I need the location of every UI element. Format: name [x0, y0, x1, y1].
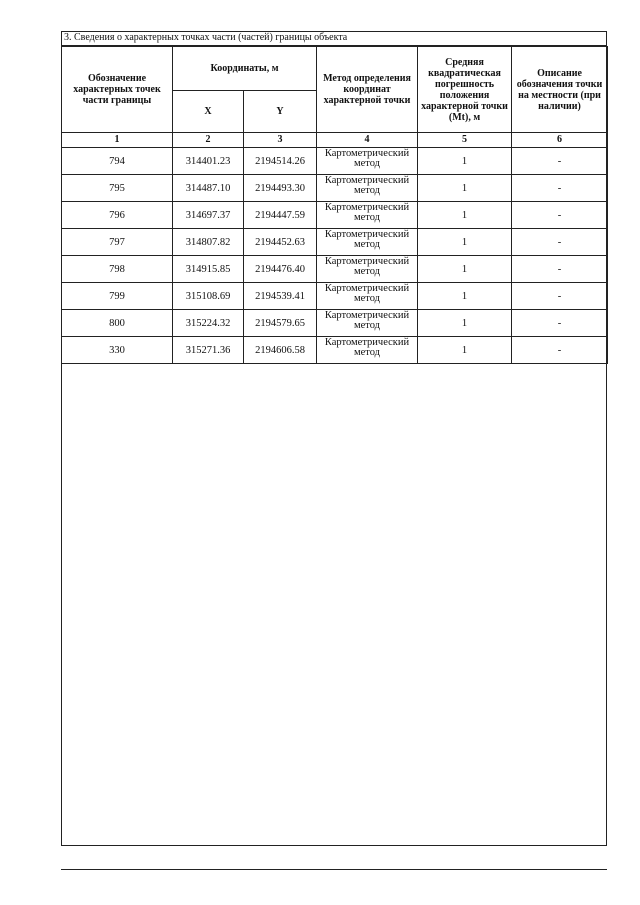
cell-x-coordinate: 315108.69 [173, 283, 244, 310]
cell-point-number: 796 [62, 202, 173, 229]
cell-y-coordinate: 2194447.59 [244, 202, 317, 229]
cell-description: - [512, 148, 608, 175]
cell-point-number: 795 [62, 175, 173, 202]
cell-method: Картометрический метод [317, 283, 418, 310]
table-row [62, 256, 608, 283]
cell-description: - [512, 256, 608, 283]
header-error: Средняя квадратическая погрешность положения характерной точки (Mt), м [418, 47, 512, 133]
bottom-rule [61, 869, 607, 870]
cell-y-coordinate: 2194493.30 [244, 175, 317, 202]
cell-method: Картометрический метод [317, 256, 418, 283]
cell-mt-error: 1 [418, 337, 512, 364]
cell-method: Картометрический метод [317, 148, 418, 175]
cell-point-number: 799 [62, 283, 173, 310]
cell-method: Картометрический метод [317, 175, 418, 202]
header-designation: Обозначение характерных точек части границы [62, 47, 173, 133]
column-number: 1 [62, 133, 173, 148]
table-body [62, 148, 608, 364]
cell-method: Картометрический метод [317, 229, 418, 256]
section-title: 3. Сведения о характерных точках части (частей) границы объекта [61, 31, 607, 46]
cell-point-number: 798 [62, 256, 173, 283]
cell-description: - [512, 337, 608, 364]
cell-x-coordinate: 314401.23 [173, 148, 244, 175]
column-number: 6 [512, 133, 608, 148]
column-number: 5 [418, 133, 512, 148]
table-row [62, 175, 608, 202]
cell-mt-error: 1 [418, 229, 512, 256]
header-method: Метод определения координат характерной точки [317, 47, 418, 133]
cell-y-coordinate: 2194579.65 [244, 310, 317, 337]
cell-x-coordinate: 314487.10 [173, 175, 244, 202]
cell-x-coordinate: 315271.36 [173, 337, 244, 364]
cell-description: - [512, 310, 608, 337]
cell-x-coordinate: 314807.82 [173, 229, 244, 256]
cell-mt-error: 1 [418, 202, 512, 229]
cell-y-coordinate: 2194539.41 [244, 283, 317, 310]
cell-description: - [512, 283, 608, 310]
table-row [62, 229, 608, 256]
column-number: 4 [317, 133, 418, 148]
table-row [62, 337, 608, 364]
column-number: 3 [244, 133, 317, 148]
cell-mt-error: 1 [418, 148, 512, 175]
boundary-points-table [61, 46, 608, 364]
column-number: 2 [173, 133, 244, 148]
table-row [62, 283, 608, 310]
cell-mt-error: 1 [418, 175, 512, 202]
cell-mt-error: 1 [418, 283, 512, 310]
cell-y-coordinate: 2194452.63 [244, 229, 317, 256]
cell-y-coordinate: 2194606.58 [244, 337, 317, 364]
cell-description: - [512, 175, 608, 202]
cell-description: - [512, 229, 608, 256]
header-x: X [173, 91, 244, 133]
cell-mt-error: 1 [418, 256, 512, 283]
cell-point-number: 800 [62, 310, 173, 337]
table-row [62, 310, 608, 337]
cell-method: Картометрический метод [317, 202, 418, 229]
table-row [62, 202, 608, 229]
header-y: Y [244, 91, 317, 133]
cell-point-number: 797 [62, 229, 173, 256]
cell-y-coordinate: 2194514.26 [244, 148, 317, 175]
cell-method: Картометрический метод [317, 337, 418, 364]
cell-point-number: 794 [62, 148, 173, 175]
cell-x-coordinate: 314697.37 [173, 202, 244, 229]
cell-y-coordinate: 2194476.40 [244, 256, 317, 283]
cell-description: - [512, 202, 608, 229]
cell-point-number: 330 [62, 337, 173, 364]
cell-mt-error: 1 [418, 310, 512, 337]
cell-x-coordinate: 315224.32 [173, 310, 244, 337]
table-row [62, 148, 608, 175]
header-coordinates: Координаты, м [173, 47, 317, 91]
cell-x-coordinate: 314915.85 [173, 256, 244, 283]
header-description: Описание обозначения точки на местности (при наличии) [512, 47, 608, 133]
cell-method: Картометрический метод [317, 310, 418, 337]
